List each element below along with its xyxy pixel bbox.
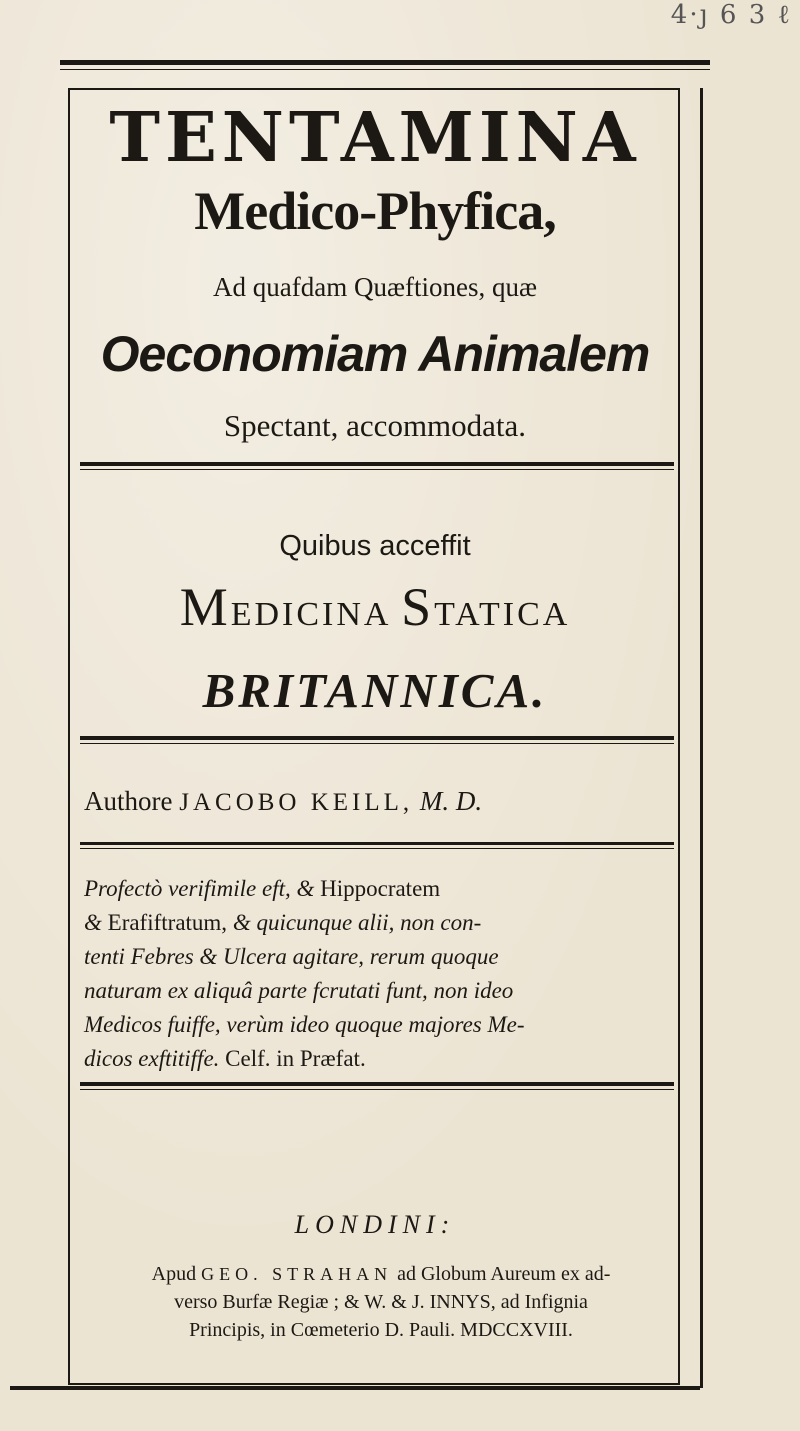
divider-1 bbox=[80, 462, 674, 466]
library-mark: 4·ȷ 6 3 ℓ bbox=[670, 0, 792, 30]
drop-letter-m: M bbox=[179, 577, 231, 637]
imprint-city: LONDINI: bbox=[294, 1210, 456, 1239]
author-prefix: Authore bbox=[84, 786, 180, 816]
quote-line-4: naturam ex aliquâ parte fcrutati funt, non ideo bbox=[84, 978, 514, 1003]
author-degree: M. D. bbox=[413, 786, 483, 816]
right-edge-rule bbox=[700, 88, 703, 1388]
subtitle-medicina-rest: EDICINA bbox=[230, 596, 402, 633]
title-line-medico-physica: Medico-Phyfica, bbox=[194, 181, 556, 241]
top-rule bbox=[60, 60, 710, 65]
imprint-block bbox=[84, 1260, 678, 1344]
divider-3 bbox=[80, 842, 674, 845]
title-line-spectant: Spectant, accommodata. bbox=[223, 408, 527, 443]
quote-line-2: & Erafiftratum, & quicunque alii, non con- bbox=[84, 910, 482, 935]
title-line-tentamina: TENTAMINA bbox=[109, 98, 641, 178]
divider-2 bbox=[80, 736, 674, 740]
divider-4 bbox=[80, 1082, 674, 1086]
epigraph-quote bbox=[84, 872, 676, 1076]
author-name: JACOBO KEILL, bbox=[179, 789, 414, 816]
subtitle-britannica: BRITANNICA. bbox=[202, 663, 548, 718]
divider-4-thin bbox=[80, 1089, 674, 1090]
divider-2-thin bbox=[80, 743, 674, 744]
subtitle-statica-rest: TATICA bbox=[434, 596, 571, 633]
quote-line-3: tenti Febres & Ulcera agitare, rerum quoque bbox=[84, 944, 499, 969]
bottom-rule bbox=[10, 1386, 700, 1390]
subtitle-quibus-accessit: Quibus acceffit bbox=[279, 530, 471, 562]
drop-letter-s: S bbox=[401, 577, 435, 637]
divider-3-thin bbox=[80, 848, 674, 849]
quote-line-5: Medicos fuiffe, verùm ideo quoque majores Me- bbox=[84, 1012, 525, 1037]
quote-line-6: dicos exftitiffe. Celf. in Præfat. bbox=[84, 1046, 366, 1071]
author-line bbox=[84, 786, 690, 817]
divider-1-thin bbox=[80, 469, 674, 470]
top-rule-thin bbox=[60, 69, 710, 70]
title-line-oeconomiam: Oeconomiam Animalem bbox=[100, 326, 650, 382]
title-line-ad-quasdam: Ad quafdam Quæftiones, quæ bbox=[213, 272, 537, 302]
subtitle-medicina-statica bbox=[72, 576, 678, 638]
imprint-line-1: Apud GEO. STRAHAN ad Globum Aureum ex ad- bbox=[151, 1263, 611, 1285]
imprint-line-2: verso Burfæ Regiæ ; & W. & J. INNYS, ad Infignia bbox=[174, 1291, 588, 1313]
imprint-line-3: Principis, in Cœmeterio D. Pauli. MDCCXVIII. bbox=[189, 1319, 573, 1341]
quote-line-1: Profectò verifimile eft, & Hippocratem bbox=[84, 876, 441, 901]
